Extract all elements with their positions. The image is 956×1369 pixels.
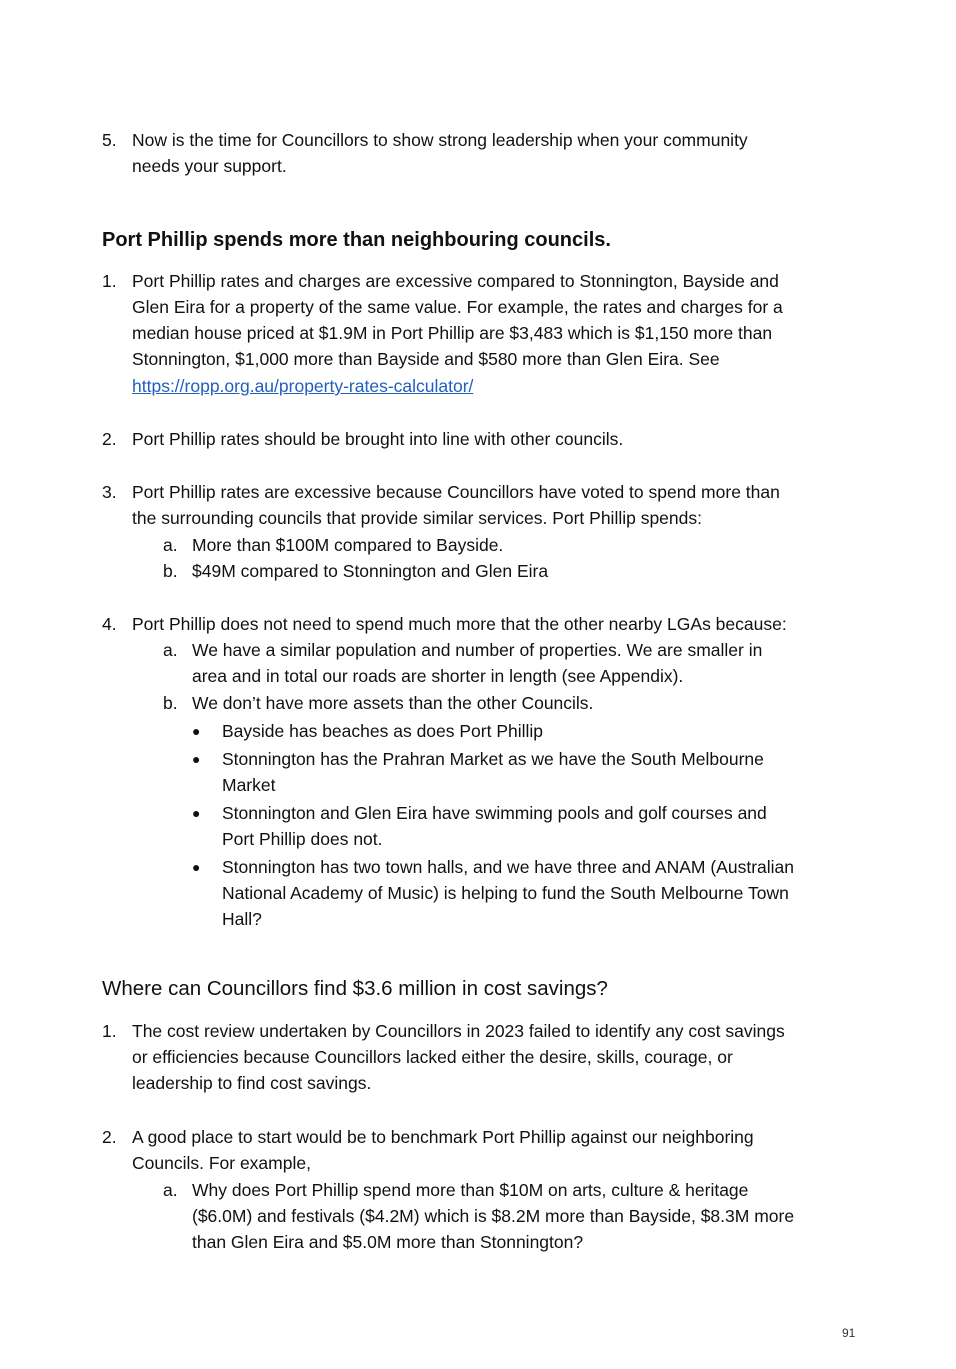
sublist-item-line: More than $100M compared to Bayside. <box>192 535 504 555</box>
page-number: 91 <box>842 1326 856 1340</box>
list-number: 5. <box>102 130 117 150</box>
list-item-line: Councils. For example, <box>132 1153 311 1173</box>
section-heading-spending: Port Phillip spends more than neighbouring councils. <box>102 229 611 251</box>
bullet-item-line: Stonnington and Glen Eira have swimming pools and golf courses and <box>222 803 767 823</box>
list-item-line: median house priced at $1.9M in Port Phillip are $3,483 which is $1,150 more than <box>132 323 773 343</box>
rates-calculator-link[interactable]: https://ropp.org.au/property-rates-calculator/ <box>132 376 474 396</box>
sublist-item-line: We have a similar population and number of properties. We are smaller in <box>192 640 763 660</box>
list-number: 3. <box>102 482 117 502</box>
bullet-item-line: Bayside has beaches as does Port Phillip <box>222 721 544 741</box>
list-number: 1. <box>102 271 117 291</box>
list-number: 2. <box>102 1127 117 1147</box>
list-number: 4. <box>102 614 117 634</box>
list-item-line: Glen Eira for a property of the same value. For example, the rates and charges for a <box>132 297 783 317</box>
sublist-letter: a. <box>163 1180 178 1200</box>
bullet-icon: ● <box>192 805 201 821</box>
bullet-item-line: Stonnington has the Prahran Market as we have the South Melbourne <box>222 749 764 769</box>
sublist-letter: b. <box>163 693 178 713</box>
sublist-item-line: $49M compared to Stonnington and Glen Eira <box>192 561 549 581</box>
sublist-item-line: Why does Port Phillip spend more than $10M on arts, culture & heritage <box>192 1180 749 1200</box>
list-item-line: Now is the time for Councillors to show strong leadership when your community <box>132 130 748 150</box>
list-item-line: Port Phillip rates are excessive because Councillors have voted to spend more than <box>132 482 780 502</box>
sublist-item-line: than Glen Eira and $5.0M more than Stonnington? <box>192 1232 584 1252</box>
sublist-item-line: We don’t have more assets than the other Councils. <box>192 693 594 713</box>
list-item-line: or efficiencies because Councillors lacked either the desire, skills, courage, or <box>132 1047 733 1067</box>
list-item-line: the surrounding councils that provide similar services. Port Phillip spends: <box>132 508 702 528</box>
list-item-line: leadership to find cost savings. <box>132 1073 372 1093</box>
sublist-letter: a. <box>163 640 178 660</box>
bullet-item-line: Port Phillip does not. <box>222 829 383 849</box>
list-item-line: Port Phillip rates and charges are excessive compared to Stonnington, Bayside and <box>132 271 779 291</box>
bullet-icon: ● <box>192 859 201 875</box>
bullet-item-line: Market <box>222 775 276 795</box>
sublist-letter: b. <box>163 561 178 581</box>
list-item-line: Port Phillip does not need to spend much more that the other nearby LGAs because: <box>132 614 787 634</box>
bullet-item-line: Hall? <box>222 909 262 929</box>
list-number: 2. <box>102 429 117 449</box>
bullet-item-line: Stonnington has two town halls, and we have three and ANAM (Australian <box>222 857 795 877</box>
list-item-line: Port Phillip rates should be brought into line with other councils. <box>132 429 624 449</box>
list-number: 1. <box>102 1021 117 1041</box>
bullet-item-line: National Academy of Music) is helping to fund the South Melbourne Town <box>222 883 789 903</box>
list-item-line: Stonnington, $1,000 more than Bayside and $580 more than Glen Eira. See <box>132 349 720 369</box>
sublist-item-line: ($6.0M) and festivals ($4.2M) which is $8.2M more than Bayside, $8.3M more <box>192 1206 795 1226</box>
bullet-icon: ● <box>192 723 201 739</box>
list-item-line: needs your support. <box>132 156 287 176</box>
sublist-letter: a. <box>163 535 178 555</box>
list-item-line: The cost review undertaken by Councillors in 2023 failed to identify any cost savings <box>132 1021 785 1041</box>
sublist-item-line: area and in total our roads are shorter in length (see Appendix). <box>192 666 684 686</box>
section-heading-cost-savings: Where can Councillors find $3.6 million in cost savings? <box>102 977 608 1000</box>
bullet-icon: ● <box>192 751 201 767</box>
list-item-line: A good place to start would be to benchmark Port Phillip against our neighboring <box>132 1127 754 1147</box>
